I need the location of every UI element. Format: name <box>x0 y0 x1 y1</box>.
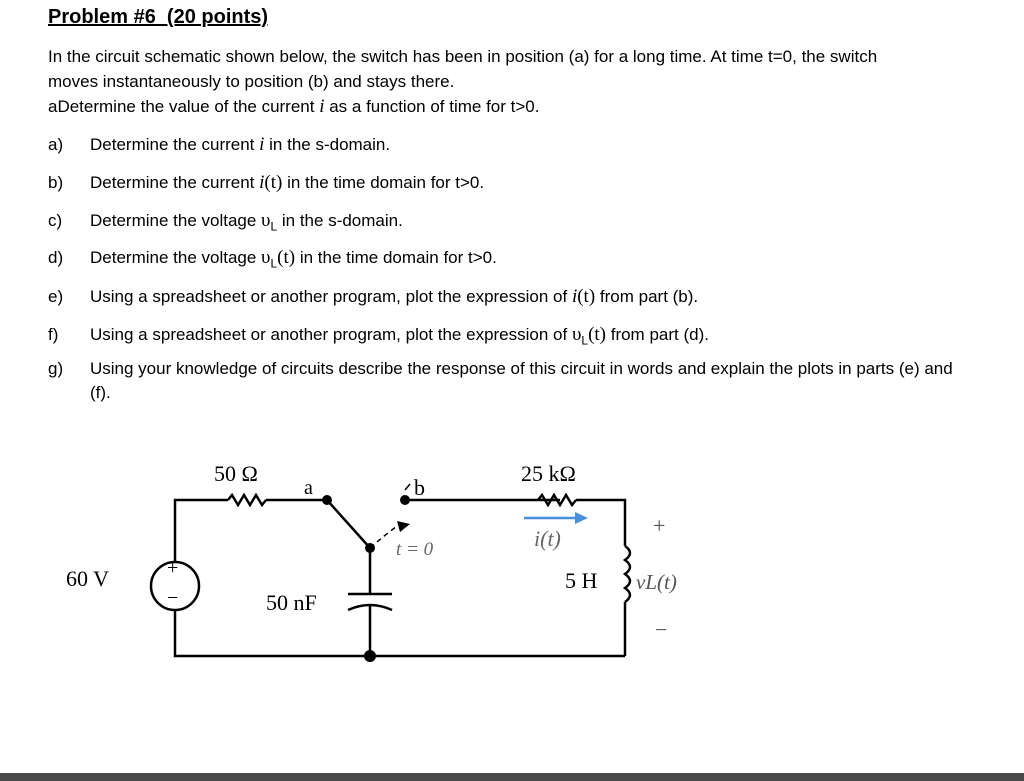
question-variable-argument: (t) <box>277 247 296 268</box>
resistor-50-ohm <box>228 495 266 505</box>
question-variable-subscript: L <box>270 256 278 271</box>
question-label: g) <box>48 359 64 378</box>
question-text <box>90 323 709 352</box>
question-variable-argument: (t) <box>264 172 283 193</box>
question-variable: i <box>259 134 265 155</box>
question-variable: i <box>259 172 265 193</box>
inductor-label: 5 H <box>565 568 598 593</box>
question-variable: υ <box>571 324 582 345</box>
question-variable-argument: (t) <box>588 324 606 345</box>
question-text-post: from part (d). <box>606 325 709 344</box>
question-text-post: in the time domain for t>0. <box>282 173 485 192</box>
problem-title: Problem #6 (20 points) <box>48 6 269 28</box>
intro-line-2: moves instantaneously to position (b) and stays there. <box>48 72 455 91</box>
intro-current-var: i <box>319 96 325 117</box>
question-variable-subscript: L <box>270 219 278 234</box>
question-text-pre: Determine the current <box>90 135 260 154</box>
resistor-25k <box>538 495 576 505</box>
intro-line-3-pre: aDetermine the value of the current <box>48 97 320 116</box>
wire-top-right <box>576 500 625 546</box>
current-label: i(t) <box>534 526 561 551</box>
intro-line-3 <box>48 95 539 119</box>
question-label: c) <box>48 211 63 230</box>
circuit-schematic <box>0 430 1024 675</box>
cap-label: 50 nF <box>266 590 317 615</box>
question-text <box>90 357 970 405</box>
switch-a-label: a <box>304 477 313 499</box>
question-variable: υ <box>261 210 271 231</box>
question-variable: υ <box>261 247 271 268</box>
question-variable: i <box>571 286 578 307</box>
question-text-post: in the s-domain. <box>277 211 403 230</box>
question-text <box>90 133 390 157</box>
switch-arrow-head <box>397 521 410 532</box>
question-text-pre: Determine the current <box>90 173 260 192</box>
junction-bottom <box>364 650 376 662</box>
question-text <box>90 246 497 275</box>
question-label: d) <box>48 248 64 267</box>
switch-contact-a <box>322 495 332 505</box>
question-variable-argument: (t) <box>577 286 596 307</box>
question-label: b) <box>48 173 64 192</box>
intro-line-1: In the circuit schematic shown below, the switch has been in position (a) for a long time. At time t=0, the switch <box>48 47 878 66</box>
vl-plus: + <box>653 513 666 538</box>
question-variable-subscript: L <box>581 333 589 348</box>
question-text <box>90 171 484 195</box>
question-label: e) <box>48 287 64 306</box>
current-arrow-head <box>575 512 588 524</box>
question-text-pre: Using your knowledge of circuits describe the response of this circuit in words and explain the plots in parts (e) and (f). <box>90 359 953 402</box>
switch-pivot <box>365 543 375 553</box>
intro-line-3-post: as a function of time for t>0. <box>324 97 540 116</box>
source-minus: − <box>167 587 179 609</box>
switch-blade <box>327 500 370 548</box>
contact-b-tick <box>405 484 410 490</box>
question-label: f) <box>48 325 59 344</box>
wire-bottom <box>175 610 625 656</box>
source-label: 60 V <box>66 566 109 591</box>
question-text-pre: Using a spreadsheet or another program, plot the expression of <box>90 287 572 306</box>
source-plus: + <box>167 557 179 579</box>
question-text-pre: Determine the voltage <box>90 248 262 267</box>
vl-label: vL(t) <box>636 570 677 594</box>
switch-contact-b <box>400 495 410 505</box>
question-text-pre: Determine the voltage <box>90 211 262 230</box>
question-label: a) <box>48 135 64 154</box>
r2-label: 25 kΩ <box>521 461 576 486</box>
r1-label: 50 Ω <box>214 461 258 486</box>
question-text-post: in the time domain for t>0. <box>295 248 497 267</box>
bottom-bar <box>0 773 1024 781</box>
question-text-post: from part (b). <box>595 287 699 306</box>
switch-time-label: t = 0 <box>396 539 434 560</box>
question-text <box>90 209 403 238</box>
question-text-pre: Using a spreadsheet or another program, plot the expression of <box>90 325 572 344</box>
inductor-coil <box>625 546 630 602</box>
question-text <box>90 285 698 309</box>
switch-b-label: b <box>414 475 425 500</box>
question-text-post: in the s-domain. <box>264 135 391 154</box>
vl-minus: − <box>655 617 668 642</box>
